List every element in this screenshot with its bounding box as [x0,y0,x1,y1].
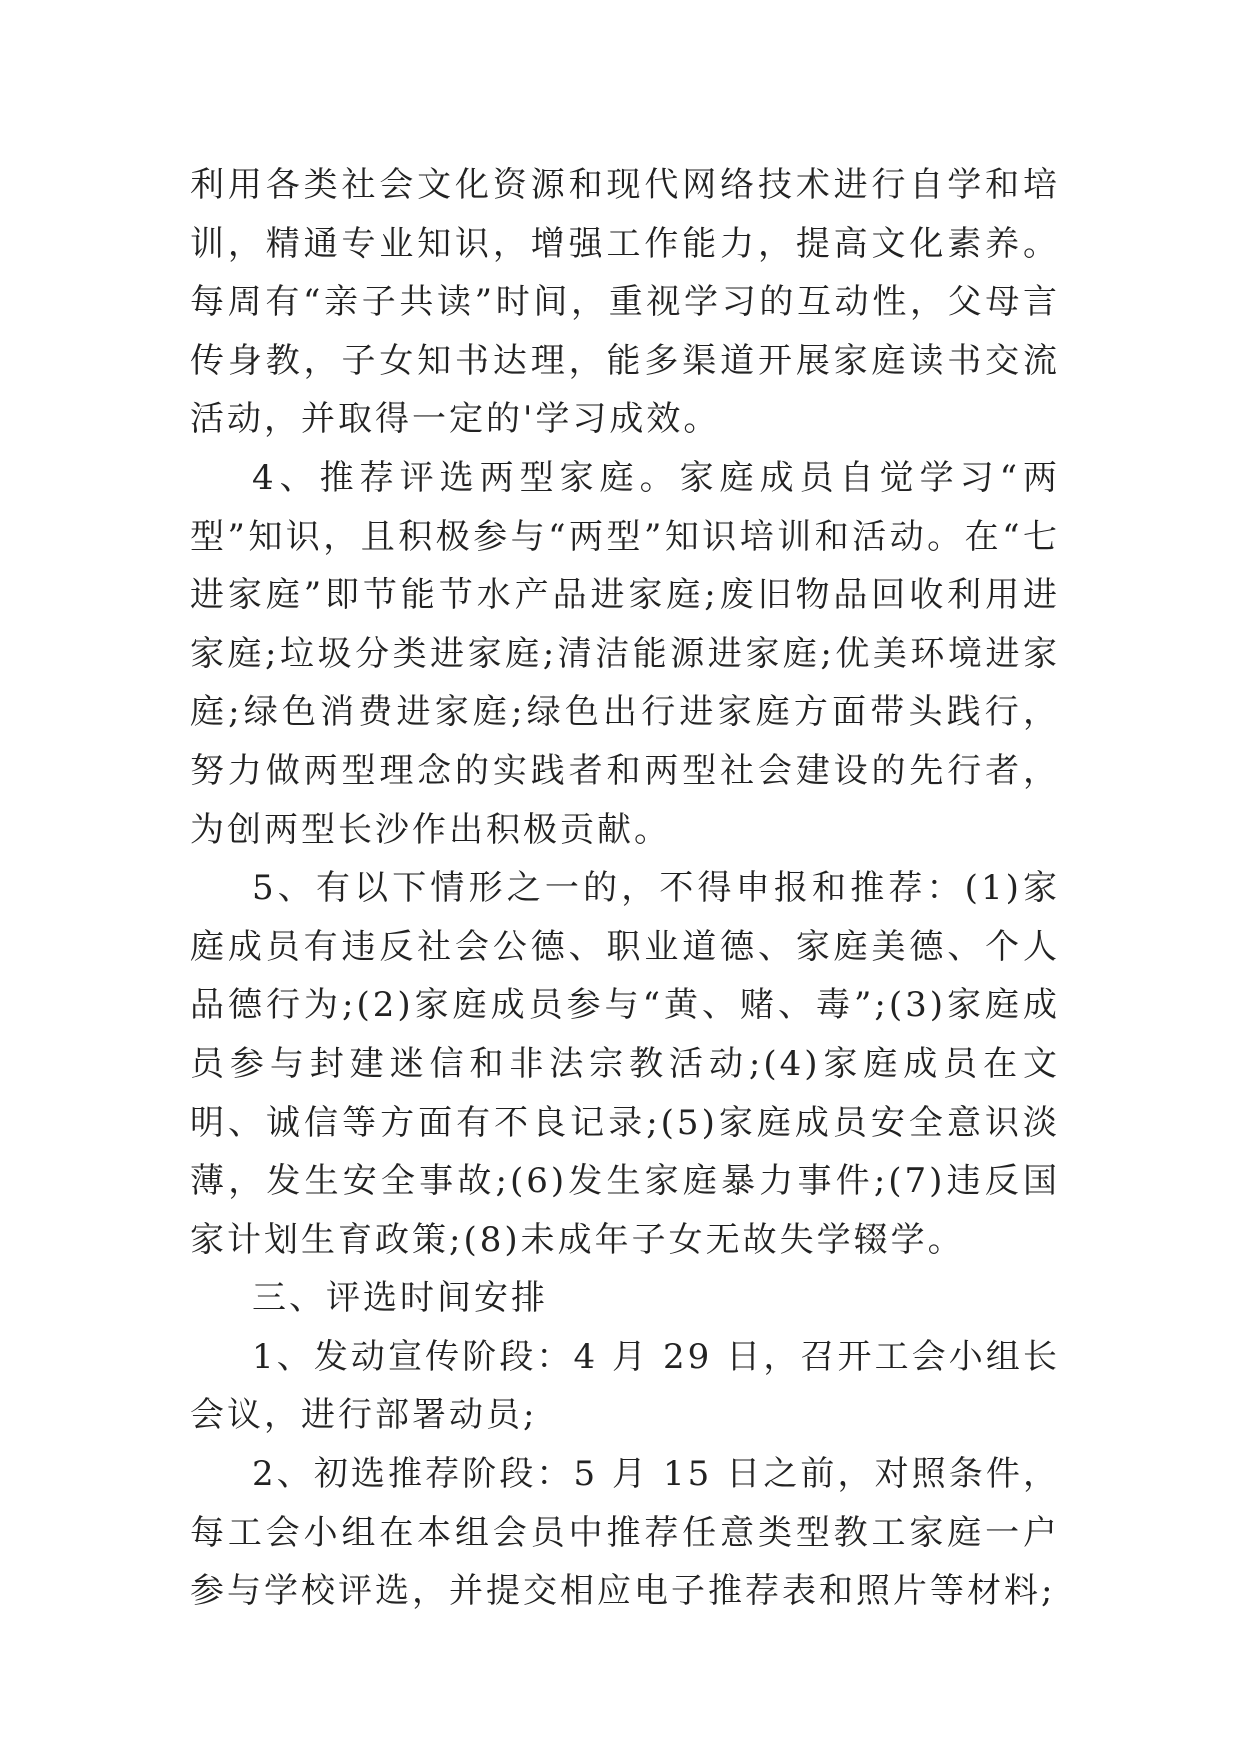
paragraph-study-results: 利用各类社会文化资源和现代网络技术进行自学和培训，精通专业知识，增强工作能力，提高文化素养。每周有“亲子共读”时间，重视学习的互动性，父母言传身教，子女知书达理，能多渠道开展家庭读书交流活动，并取得一定的'学习成效。 [190,165,1060,440]
document-body [190,156,1060,1621]
paragraph-preliminary-stage: 2、初选推荐阶段：5 月 15 日之前，对照条件，每工会小组在本组会员中推荐任意类型教工家庭一户参与学校评选，并提交相应电子推荐表和照片等材料; [190,1454,1060,1612]
paragraph-disqualifications: 5、有以下情形之一的，不得申报和推荐：(1)家庭成员有违反社会公德、职业道德、家庭美德、个人品德行为;(2)家庭成员参与“黄、赌、毒”;(3)家庭成员参与封建迷信和非法宗教活动;(4)家庭成员在文明、诚信等方面有不良记录;(5)家庭成员安全意识淡薄，发生安全事故;(6)发生家庭暴力事件;(7)违反国家计划生育政策;(8)未成年子女无故失学辍学。 [190,868,1060,1260]
paragraph-two-type-family: 4、推荐评选两型家庭。家庭成员自觉学习“两型”知识，且积极参与“两型”知识培训和活动。在“七进家庭”即节能节水产品进家庭;废旧物品回收利用进家庭;垃圾分类进家庭;清洁能源进家庭;优美环境进家庭;绿色消费进家庭;绿色出行进家庭方面带头践行，努力做两型理念的实践者和两型社会建设的先行者，为创两型长沙作出积极贡献。 [190,457,1060,850]
paragraph-publicity-stage: 1、发动宣传阶段：4 月 29 日，召开工会小组长会议，进行部署动员; [190,1336,1060,1436]
section-heading-schedule: 三、评选时间安排 [252,1278,548,1319]
